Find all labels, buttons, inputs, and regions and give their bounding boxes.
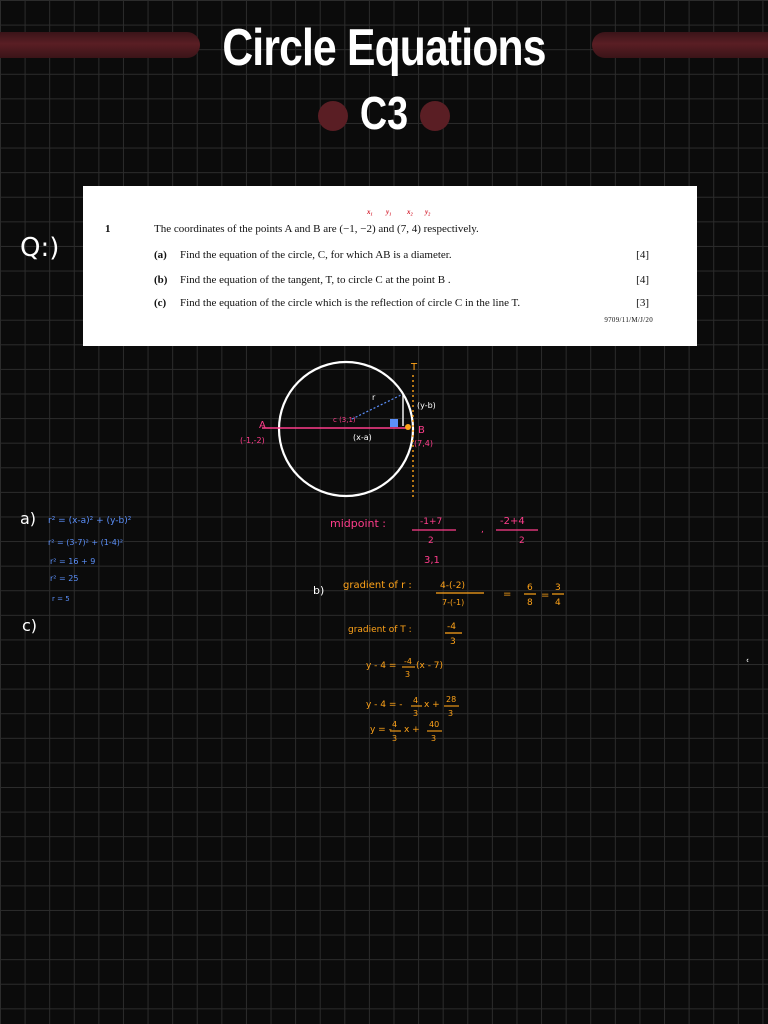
point-a-label: A xyxy=(259,420,266,431)
center-label: c (3,1) xyxy=(333,416,356,424)
part-label: (b) xyxy=(154,274,168,286)
part-text: Find the equation of the circle, C, for which AB is a diameter. xyxy=(180,249,452,261)
paper-reference: 9709/11/M/J/20 xyxy=(604,316,653,324)
tangent-eq-1-left: y - 4 = xyxy=(366,661,397,671)
tangent-eq-2-num: 4 xyxy=(413,696,419,705)
dy-label: (y-b) xyxy=(417,401,436,410)
tangent-eq-2-left: y - 4 = - xyxy=(366,700,403,710)
gradient-t-num: -4 xyxy=(447,622,456,632)
simplified-den: 8 xyxy=(527,598,533,608)
part-label: (a) xyxy=(154,249,167,261)
radius-line xyxy=(352,395,401,419)
annotation-x2: x₂ xyxy=(407,208,413,216)
final-num: 3 xyxy=(555,583,561,593)
point-b-marker xyxy=(405,424,411,430)
midpoint-working xyxy=(330,516,538,566)
part-text: Find the equation of the tangent, T, to circle C at the point B . xyxy=(180,274,451,286)
tangent-eq-2-c-num: 28 xyxy=(446,695,457,704)
tangent-eq-1-den: 3 xyxy=(405,670,411,679)
equals-sign: = xyxy=(541,590,550,601)
tangent-eq-3-mid: x + xyxy=(404,725,420,735)
stray-pen-mark: ʿ xyxy=(746,657,750,671)
gradient-t-den: 3 xyxy=(450,637,456,647)
tangent-eq-1-num: -4 xyxy=(404,657,412,666)
part-a-line-2: r² = (3-7)² + (1-4)² xyxy=(48,538,124,547)
part-a-line-1: r² = (x-a)² + (y-b)² xyxy=(48,516,132,526)
midpoint-x-num: -1+7 xyxy=(420,517,443,527)
page-subtitle: C3 xyxy=(359,87,409,139)
midpoint-label: midpoint : xyxy=(330,517,387,530)
page-title: Circle Equations xyxy=(222,19,546,77)
midpoint-result: 3,1 xyxy=(424,555,440,566)
part-b-marks: [4] xyxy=(636,274,649,286)
question-marker: Q:) xyxy=(20,233,60,263)
annotation-y1: y₁ xyxy=(386,208,392,216)
part-c-label: c) xyxy=(22,616,38,635)
simplified-num: 6 xyxy=(527,583,533,593)
equals-sign: = xyxy=(503,589,512,600)
final-den: 4 xyxy=(555,598,561,608)
tangent-eq-3-c-den: 3 xyxy=(431,734,437,743)
tangent-eq-3-c-num: 40 xyxy=(429,720,440,729)
tangent-eq-3-den: 3 xyxy=(392,734,398,743)
circle-c xyxy=(279,362,413,496)
part-text: Find the equation of the circle which is the reflection of circle C in the line T. xyxy=(180,297,521,309)
tangent-eq-3-num: 4 xyxy=(392,720,398,729)
gradient-r-num: 4-(-2) xyxy=(440,581,465,591)
gradient-t-label: gradient of T : xyxy=(348,625,412,635)
part-label: (c) xyxy=(154,297,167,309)
right-angle-marker xyxy=(390,419,398,427)
point-a-coords: (-1,-2) xyxy=(240,436,265,445)
part-a-marks: [4] xyxy=(636,249,649,261)
annotation-y2: y₂ xyxy=(425,208,431,216)
part-a-label: a) xyxy=(20,509,37,528)
part-b-label: b) xyxy=(313,584,325,597)
circle-diagram xyxy=(240,362,436,498)
dx-label: (x-a) xyxy=(353,433,372,442)
part-a-line-4: r² = 25 xyxy=(50,574,79,583)
midpoint-y-den: 2 xyxy=(519,536,525,546)
midpoint-y-num: -2+4 xyxy=(500,516,525,527)
radius-label: r xyxy=(372,393,376,402)
midpoint-comma: , xyxy=(481,525,484,535)
question-stem: The coordinates of the points A and B are (−1, −2) and (7, 4) respectively. xyxy=(154,223,479,235)
tangent-eq-2-c-den: 3 xyxy=(448,709,454,718)
tangent-eq-2-den: 3 xyxy=(413,709,419,718)
tangent-eq-1-right: (x - 7) xyxy=(416,661,444,671)
gradient-r-label: gradient of r : xyxy=(343,580,412,591)
annotation-x1: x₁ xyxy=(367,208,373,216)
gradient-r-den: 7-(-1) xyxy=(442,598,465,607)
part-a-working xyxy=(20,509,132,603)
tangent-eq-2-mid: x + xyxy=(424,700,440,710)
part-c-marks: [3] xyxy=(636,297,649,309)
question-number: 1 xyxy=(105,223,111,235)
point-b-coords: (7,4) xyxy=(414,439,433,448)
part-b-working xyxy=(313,580,564,743)
tangent-eq-3-left: y = - xyxy=(370,725,392,735)
part-a-line-5: r = 5 xyxy=(52,595,70,603)
midpoint-x-den: 2 xyxy=(428,536,434,546)
part-a-line-3: r² = 16 + 9 xyxy=(50,557,96,566)
point-b-label: B xyxy=(418,425,425,436)
tangent-label: T xyxy=(411,362,418,373)
